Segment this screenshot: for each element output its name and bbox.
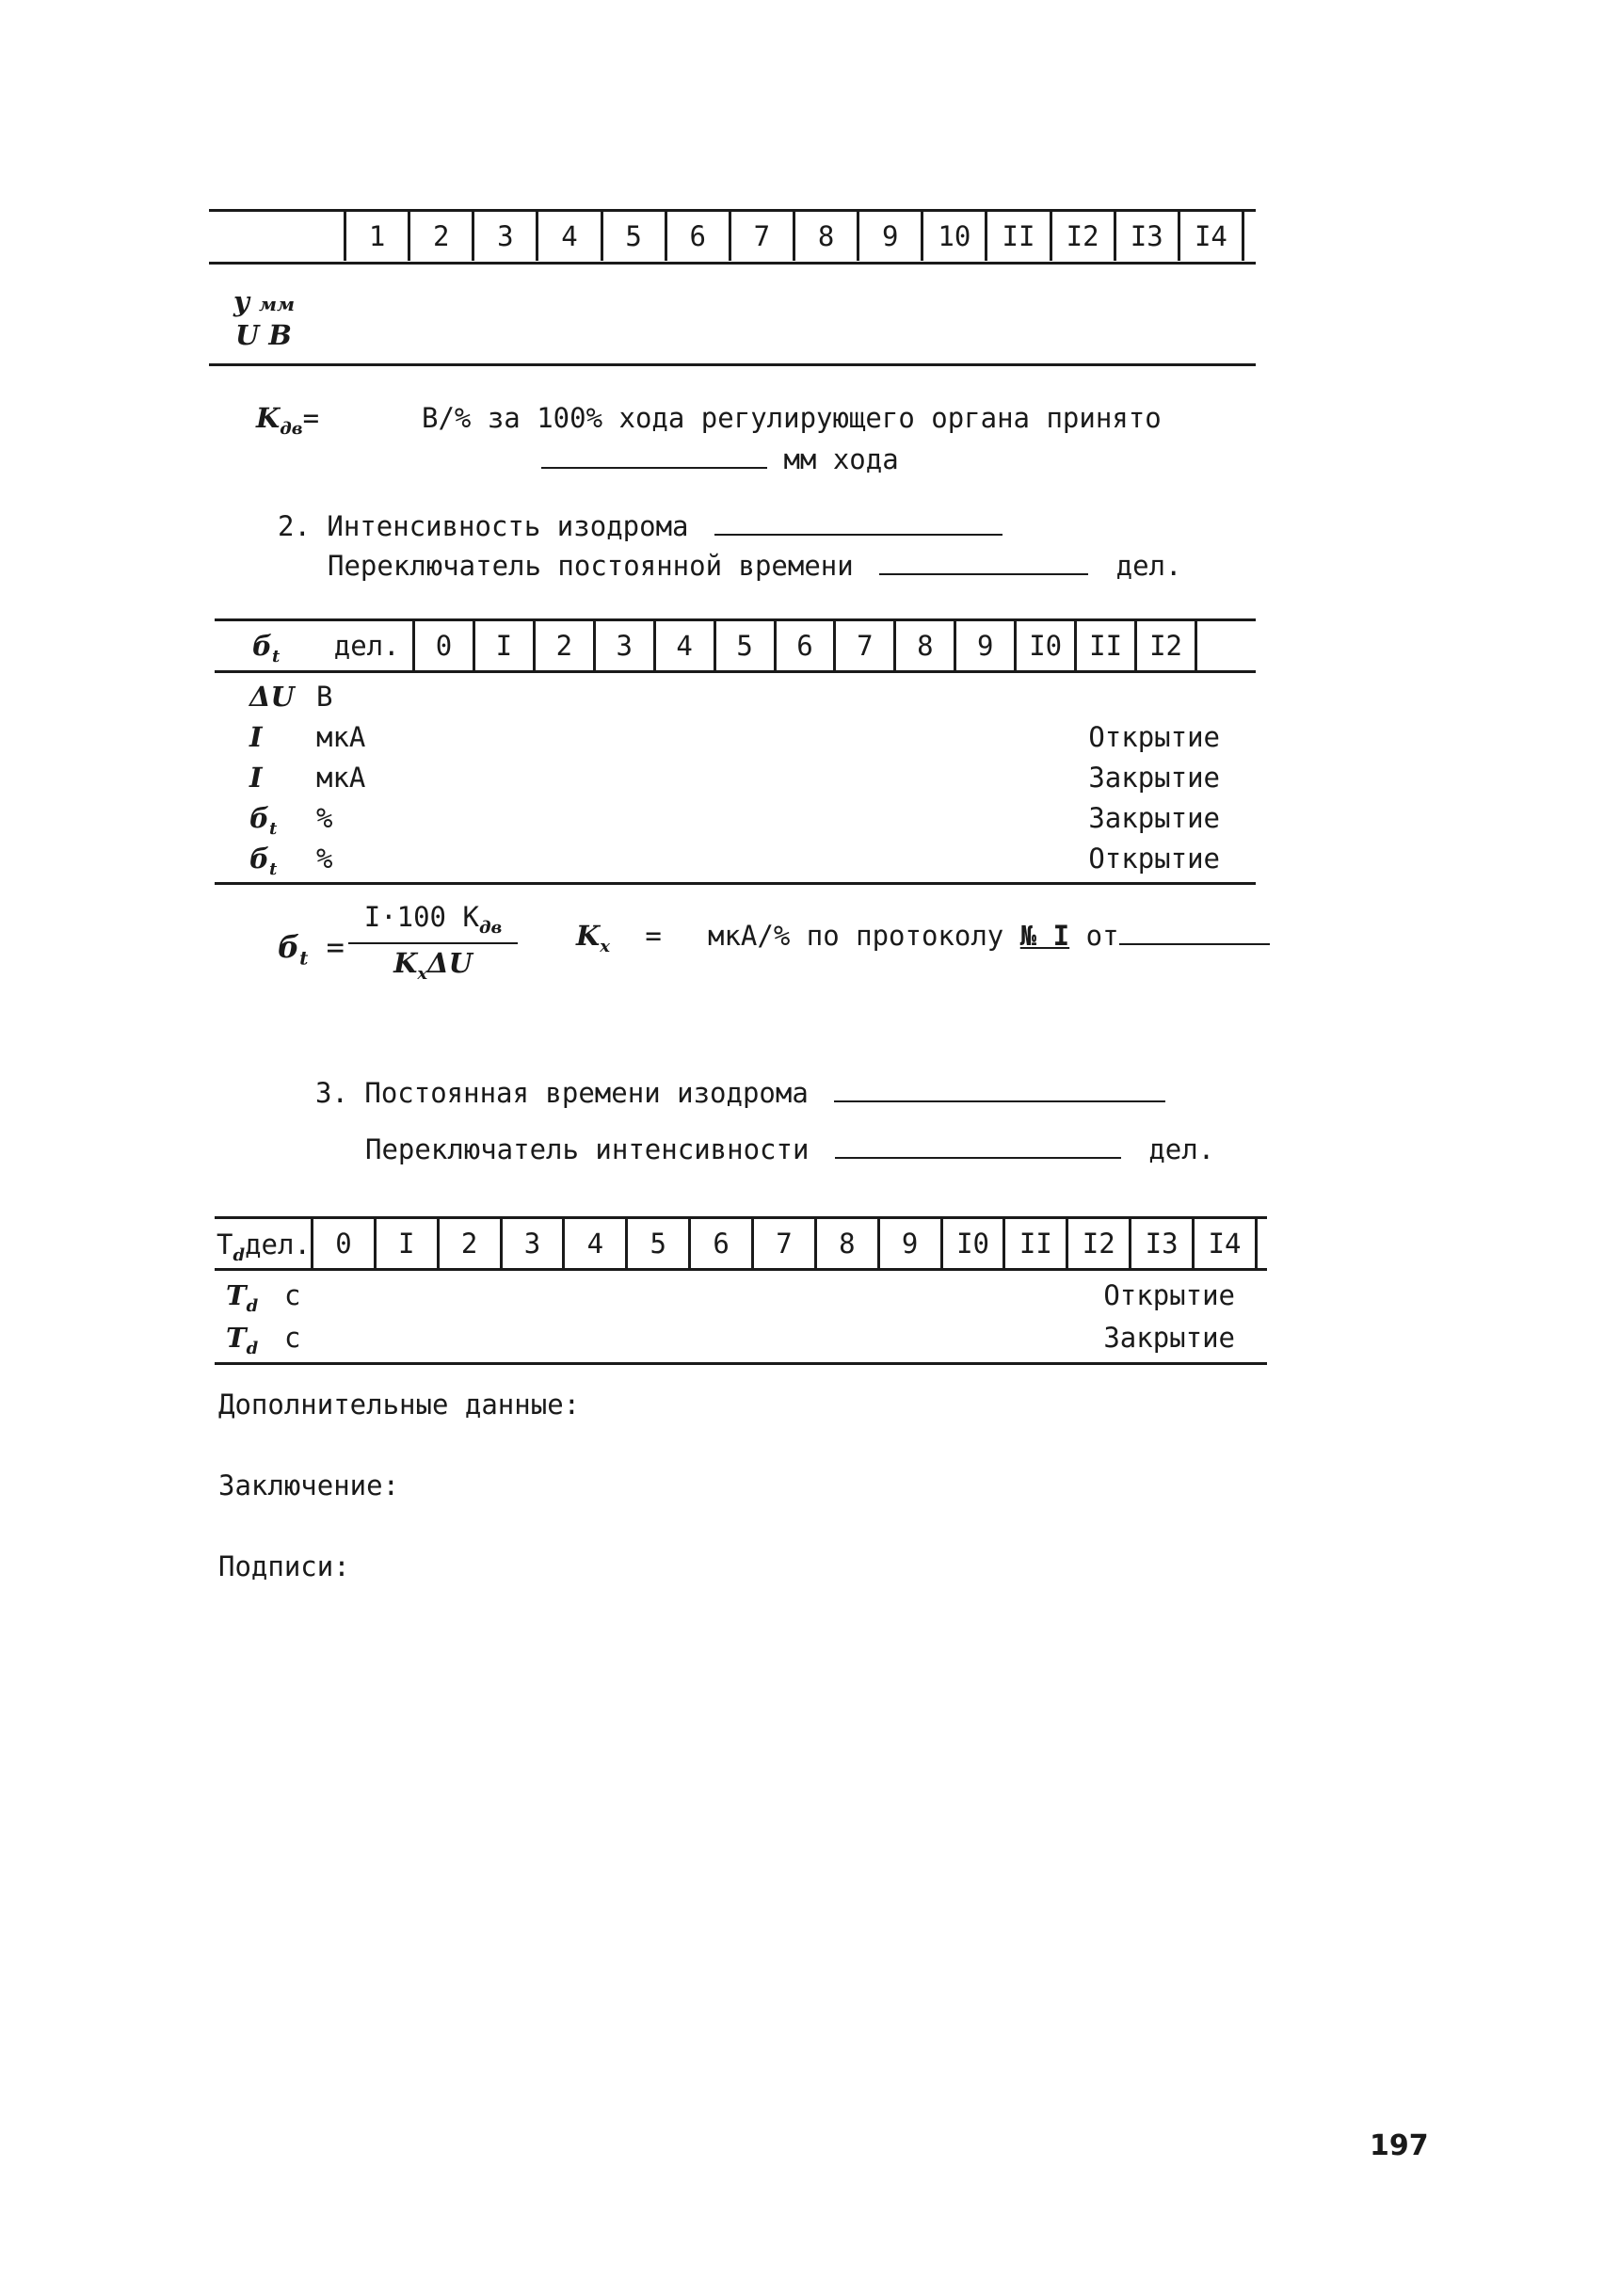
column-header-cell: II [1074,621,1134,670]
column-header-cell: 9 [877,1219,940,1268]
section3-switch: Переключатель интенсивности дел. [365,1133,1215,1165]
column-header-cell: I2 [1066,1219,1129,1268]
row-symbol: $б_t$ [249,802,278,839]
table3-header-rule [215,1268,1267,1271]
column-header-cell: I0 [940,1219,1003,1268]
section3-title: 3. Постоянная времени изодрома [315,1080,1165,1107]
row-symbol: I [249,762,263,794]
kdv-description: В/% за 100% хода регулирующего органа принято [422,402,1162,434]
table1-header-cells [344,212,1244,261]
table3-bottom-rule [215,1362,1267,1365]
column-header-cell: 8 [893,621,954,670]
column-header-cell: 5 [625,1219,688,1268]
table2-bottom-rule [215,882,1256,885]
column-header-cell: I4 [1178,212,1244,261]
column-header-cell: 2 [533,621,593,670]
section2-switch: Переключатель постоянной времени дел. [328,550,1182,582]
row-note: Закрытие [1088,802,1220,834]
column-header-cell: 9 [954,621,1014,670]
signature-label: Подписи: [218,1550,350,1582]
column-header-cell: 0 [412,621,473,670]
column-header-cell: 3 [472,212,536,261]
column-header-cell: 5 [714,621,774,670]
column-header-cell: I3 [1114,212,1178,261]
additional-data-label: Дополнительные данные: [218,1389,581,1421]
column-header-cell: II [1002,1219,1066,1268]
row-symbol: I [249,721,263,753]
row-note: Открытие [1088,721,1220,753]
column-header-cell: 10 [921,212,985,261]
column-header-cell: 3 [593,621,653,670]
column-header-cell: I2 [1050,212,1114,261]
conclusion-label: Заключение: [218,1469,400,1501]
row-unit: мкА [316,721,366,753]
table2-header-rule [215,670,1256,673]
column-header-cell: I2 [1134,621,1197,670]
column-header-cell: 7 [729,212,793,261]
protocol-date-blank[interactable] [1119,942,1270,945]
column-header-cell: 2 [437,1219,500,1268]
formula-numerator: I·100 $K_{дв}$ [363,901,503,938]
column-header-cell: 2 [408,212,472,261]
column-header-cell: 9 [857,212,921,261]
kdv-blank[interactable] [541,466,767,469]
row-unit: % [316,802,333,834]
column-header-cell: II [985,212,1049,261]
column-header-cell: I [473,621,533,670]
section3-switch-blank[interactable] [835,1156,1121,1159]
column-header-cell: 7 [751,1219,814,1268]
column-header-cell: 6 [774,621,834,670]
column-header-cell: 4 [536,212,600,261]
section2-intensity-blank[interactable] [714,533,1002,536]
formula-kx: $K_x$ = [576,920,662,956]
table1-row-u: U B [235,319,292,351]
column-header-cell: I [374,1219,437,1268]
column-header-cell: 4 [653,621,714,670]
row-symbol: $T_d$ [226,1279,259,1316]
formula-denominator: $K_x\Delta U$ [393,946,473,984]
column-header-cell: I3 [1129,1219,1192,1268]
section2-title: 2. Интенсивность изодрома [278,513,1002,540]
formula-protocol: мкА/% по протоколу № I от [708,923,1270,950]
page-number: 197 [1370,2129,1429,2162]
column-header-cell: 3 [500,1219,563,1268]
table3-header-cells [311,1219,1258,1268]
formula-fraction [348,901,518,984]
column-header-cell: 1 [344,212,408,261]
row-symbol: ΔU [249,681,295,713]
column-header-cell: 6 [688,1219,751,1268]
column-header-cell: 4 [562,1219,625,1268]
row-note: Закрытие [1088,762,1220,794]
section3-time-blank[interactable] [834,1100,1165,1102]
column-header-cell: I4 [1192,1219,1258,1268]
row-unit: B [316,681,333,713]
column-header-cell: 5 [601,212,665,261]
row-note: Открытие [1088,843,1220,875]
kdv-line: $K_{дв}=$ [256,402,320,439]
formula-lhs: $б_t$ = [278,929,345,970]
column-header-cell: 8 [814,1219,877,1268]
row-unit: c [284,1322,301,1354]
row-note: Открытие [1103,1279,1235,1311]
row-unit: % [316,843,333,875]
table1-bottom-rule [209,363,1256,366]
row-symbol: $б_t$ [249,843,278,879]
kdv-accepted-line: мм хода [541,446,899,474]
column-header-cell: I0 [1014,621,1074,670]
table2-header-cells [412,621,1197,670]
table3-header-label: $T_dдел$. [217,1228,311,1265]
column-header-cell: 0 [311,1219,374,1268]
table1-row-y: y мм [233,285,295,317]
row-note: Закрытие [1103,1322,1235,1354]
section2-switch-blank[interactable] [879,572,1088,575]
column-header-cell: 8 [793,212,857,261]
row-unit: c [284,1279,301,1311]
column-header-cell: 6 [665,212,729,261]
row-unit: мкА [316,762,366,794]
row-symbol: $T_d$ [226,1322,259,1358]
table2-header-label: $б_t$ дел. [252,630,400,666]
table1-header-rule [209,262,1256,265]
column-header-cell: 7 [833,621,893,670]
